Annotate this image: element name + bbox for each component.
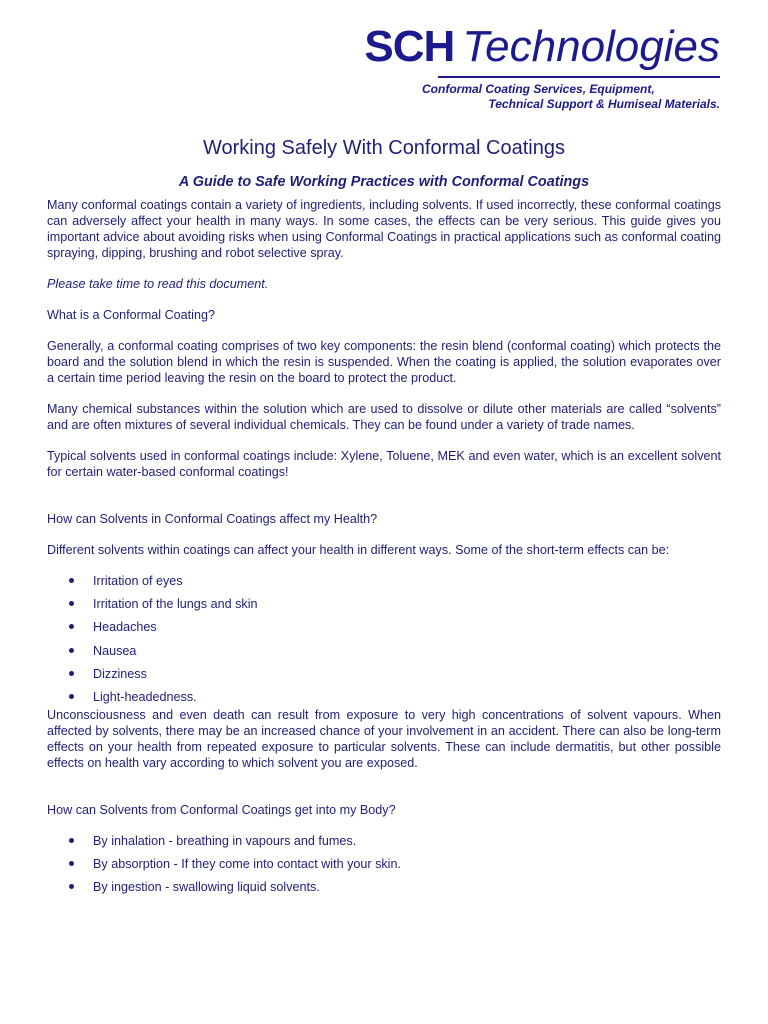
effects-list — [47, 573, 721, 707]
bullet-icon — [69, 671, 74, 676]
routes-list — [47, 833, 721, 903]
list-item — [47, 879, 721, 902]
bullet-icon — [69, 624, 74, 629]
list-item — [47, 643, 721, 666]
list-item-text: Headaches — [93, 620, 157, 635]
document-title: Working Safely With Conformal Coatings — [203, 137, 565, 159]
list-item — [47, 666, 721, 689]
section-heading-what-is: What is a Conformal Coating? — [47, 308, 215, 322]
bullet-icon — [69, 601, 74, 606]
company-logo — [334, 22, 720, 111]
bullet-icon — [69, 884, 74, 889]
logo-brand-rest: Technologies — [462, 22, 720, 71]
intro-paragraph: Many conformal coatings contain a variety of ingredients, including solvents. If used incorrectly, these conformal coatings can adversely affect your health in many ways. In some cases, the effects can be very serious. This guide gives you important advice about avoiding risks when using Conformal Coatings in practical applications such as conformal coating spraying, dipping, brushing and robot selective spray. — [47, 198, 721, 260]
list-item-text: By ingestion - swallowing liquid solvents. — [93, 880, 320, 895]
paragraph-short-term: Different solvents within coatings can affect your health in different ways. Some of the short-term effects can be: — [47, 543, 670, 557]
list-item — [47, 833, 721, 856]
read-note: Please take time to read this document. — [47, 277, 269, 291]
bullet-icon — [69, 648, 74, 653]
bullet-icon — [69, 838, 74, 843]
logo-brand-bold: SCH — [364, 22, 455, 71]
list-item-text: Irritation of the lungs and skin — [93, 597, 258, 612]
bullet-icon — [69, 861, 74, 866]
document-body — [47, 133, 721, 903]
document-subtitle: A Guide to Safe Working Practices with Conformal Coatings — [178, 174, 590, 190]
section-heading-health: How can Solvents in Conformal Coatings affect my Health? — [47, 512, 378, 526]
list-item — [47, 619, 721, 642]
list-item — [47, 856, 721, 879]
paragraph-solvents: Many chemical substances within the solution which are used to dissolve or dilute other materials are called “solvents” and are often mixtures of several individual chemicals. They can be found under a variety of trade names. — [47, 402, 721, 432]
logo-wordmark — [334, 22, 720, 72]
paragraph-components: Generally, a conformal coating comprises of two key components: the resin blend (conformal coating) which protects the board and the solution blend in which the resin is suspended. When the coating is applied, the solution evaporates over a certain time period leaving the resin on the board to protect the product. — [47, 339, 721, 385]
list-item-text: Nausea — [93, 643, 137, 658]
logo-tagline-line2: Technical Support & Humiseal Materials. — [488, 97, 720, 111]
section-heading-body-entry: How can Solvents from Conformal Coatings get into my Body? — [47, 802, 396, 817]
logo-underline — [438, 76, 720, 78]
list-item-text: Irritation of eyes — [93, 574, 183, 588]
bullet-icon — [69, 578, 74, 583]
list-item-text: Dizziness — [93, 666, 147, 681]
bullet-icon — [69, 694, 74, 699]
logo-tagline-line1: Conformal Coating Services, Equipment, — [422, 82, 655, 96]
list-item — [47, 573, 721, 596]
list-item-text: By absorption - If they come into contact with your skin. — [93, 857, 401, 872]
list-item-text: Light-headedness. — [93, 689, 197, 704]
list-item — [47, 596, 721, 619]
paragraph-typical-solvents: Typical solvents used in conformal coatings include: Xylene, Toluene, MEK and even water, which is an excellent solvent for certain water-based conformal coatings! — [47, 449, 721, 479]
logo-tagline — [420, 82, 720, 112]
list-item — [47, 689, 721, 707]
paragraph-long-term: Unconsciousness and even death can result from exposure to very high concentrations of solvent vapours. When affected by solvents, there may be an increased chance of your involvement in an accident. There can also be long-term effects on your health from repeated exposure to particular solvents. These can include dermatitis, but other possible effects on health vary according to which solvent you are exposed. — [47, 707, 721, 770]
list-item-text: By inhalation - breathing in vapours and fumes. — [93, 833, 357, 848]
